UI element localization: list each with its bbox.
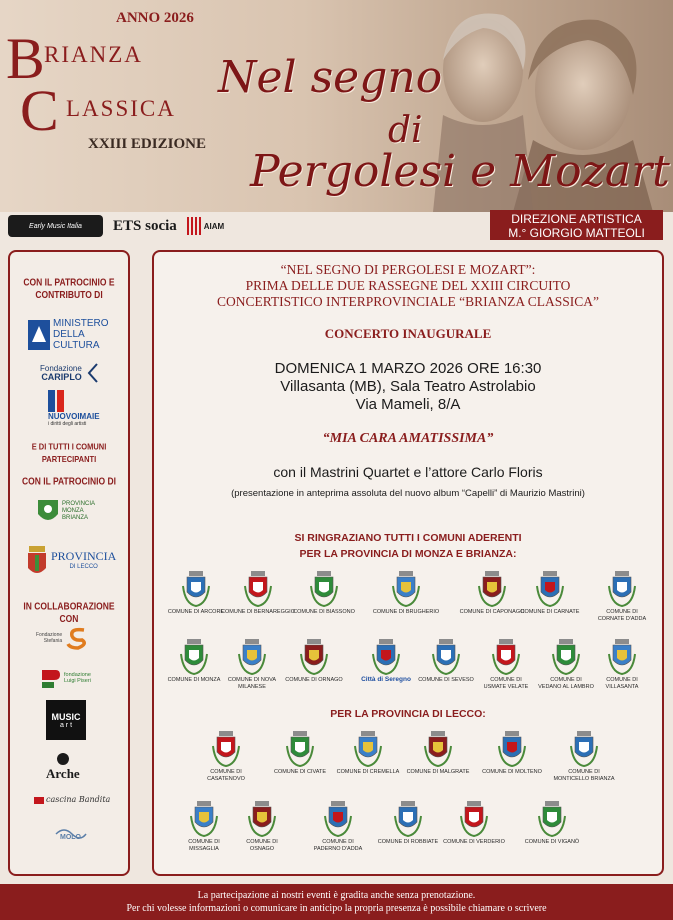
municipality-name: COMUNE DI BERNAREGGIO <box>221 609 295 615</box>
municipality-name: COMUNE DI VILLASANTA <box>605 677 639 690</box>
municipality-name: COMUNE DI PADERNO D'ADDA <box>313 839 363 852</box>
municipality-name: COMUNE DI CIVATE <box>273 769 327 775</box>
crest-icon <box>569 730 599 768</box>
municipality-name: COMUNE DI MALGRATE <box>406 769 470 775</box>
municipality-crest <box>510 570 590 616</box>
provincia-mb-line-2: MONZA <box>62 507 84 514</box>
crest-icon <box>431 638 461 676</box>
piseri-line-1: fondazione <box>64 671 91 678</box>
crest-icon <box>423 730 453 768</box>
crest-icon <box>459 800 489 838</box>
aiam-logo <box>187 217 224 235</box>
molo-logo <box>54 824 88 848</box>
nuovoimaie-icon <box>48 390 64 412</box>
municipality-name: COMUNE DI ROBBIATE <box>377 839 439 845</box>
piseri-icon <box>40 666 62 690</box>
municipality-name: COMUNE DI VIGANÒ <box>524 839 580 845</box>
municipality-name: COMUNE DI MONTICELLO BRIANZA <box>553 769 615 782</box>
provincia-mb-icon <box>36 496 60 526</box>
ministero-line-1: MINISTERO <box>53 318 109 329</box>
crest-icon <box>477 570 507 608</box>
crest-icon <box>491 638 521 676</box>
direction-line-2: M.° GIORGIO MATTEOLI <box>508 226 645 240</box>
stefania-line-1: Fondazione <box>36 632 63 638</box>
municipality-name: COMUNE DI ARCORE <box>167 609 225 615</box>
fondazione-piseri-logo <box>40 666 91 690</box>
crest-icon <box>497 730 527 768</box>
provincia-lc-logo <box>26 546 116 578</box>
event-panel <box>152 250 664 876</box>
crest-icon <box>353 730 383 768</box>
municipality-name: COMUNE DI VEDANO AL LAMBRO <box>538 677 594 690</box>
header-banner <box>0 0 673 212</box>
event-heading-line-3: CONCERTISTICO INTERPROVINCIALE “BRIANZA CLASSICA” <box>216 294 600 309</box>
municipality-crest <box>512 800 592 846</box>
crest-icon <box>393 800 423 838</box>
album-presentation: (presentazione in anteprima assoluta del nuovo album “Capelli” di Maurizio Mastrini) <box>231 488 585 499</box>
crest-icon <box>285 730 315 768</box>
footer-banner <box>0 884 673 920</box>
event-details <box>154 360 662 414</box>
sponsors-sidebar <box>8 250 130 876</box>
crest-icon <box>309 570 339 608</box>
provincia-lc-icon <box>26 546 48 578</box>
lecco-heading: PER LA PROVINCIA DI LECCO: <box>330 708 486 720</box>
municipality-name: COMUNE DI BRUGHERIO <box>372 609 440 615</box>
stefania-line-2: Stefania <box>43 638 63 644</box>
municipality-name: COMUNE DI CORNATE D'ADDA <box>597 609 647 622</box>
municipality-name: COMUNE DI VERDERIO <box>443 839 505 845</box>
event-heading <box>154 262 662 310</box>
concert-title: “MIA CARA AMATISSIMA” <box>322 431 494 446</box>
provincia-lc-line-1: PROVINCIA <box>51 549 117 563</box>
municipality-name: Città di Seregno <box>361 676 411 683</box>
crest-icon <box>299 638 329 676</box>
early-music-logo: Early Music Italia <box>8 215 103 237</box>
event-venue: Villasanta (MB), Sala Teatro Astrolabio <box>280 378 536 395</box>
municipality-name: COMUNE DI CAPONAGO <box>459 609 525 615</box>
molo-label: MOLO <box>60 834 81 841</box>
music-art-logo <box>46 700 86 740</box>
crest-icon <box>243 570 273 608</box>
brand-word-rianza: RIANZA <box>44 42 143 67</box>
municipality-crest <box>284 570 364 616</box>
fondazione-stefania-logo <box>36 626 90 650</box>
sidebar-heading-patrocinio: CON IL PATROCINIO DI <box>22 475 116 487</box>
crest-icon <box>189 800 219 838</box>
music-art-line-1: MUSIC <box>51 711 81 722</box>
aiam-label: AIAM <box>203 221 225 231</box>
crest-icon <box>607 570 637 608</box>
edition-label: XXIII EDIZIONE <box>88 136 206 152</box>
provincia-mb-line-3: BRIANZA <box>62 514 89 521</box>
stefania-icon <box>64 626 90 650</box>
arche-logo <box>46 752 80 782</box>
crest-icon <box>391 570 421 608</box>
crest-icon <box>551 638 581 676</box>
cariplo-line-2: CARIPLO <box>41 372 82 382</box>
direction-line-1: DIREZIONE ARTISTICA <box>511 212 642 226</box>
ministero-line-3: CULTURA <box>53 340 100 351</box>
aiam-bars-icon <box>187 217 201 235</box>
municipality-crest <box>472 730 552 776</box>
municipality-name: COMUNE DI MISSAGLIA <box>188 839 220 852</box>
concert-type: CONCERTO INAUGURALE <box>324 326 492 341</box>
fondazione-cariplo-logo <box>40 362 101 384</box>
thanks-line-1: SI RINGRAZIANO TUTTI I COMUNI ADERENTI <box>294 532 522 544</box>
municipality-name: COMUNE DI MONZA <box>167 677 221 683</box>
sponsor-logo-strip <box>8 214 224 238</box>
performers: con il Mastrini Quartet e l’attore Carlo Floris <box>273 464 543 480</box>
municipality-name: COMUNE DI CREMELLA <box>336 769 400 775</box>
event-date: DOMENICA 1 MARZO 2026 ORE 16:30 <box>274 360 542 377</box>
brand-initial-c: C <box>20 78 59 143</box>
sidebar-heading-patrocinio-contributo: CON IL PATROCINIO E CONTRIBUTO DI <box>23 276 115 301</box>
ministero-line-2: DELLA <box>53 329 85 340</box>
provincia-lc-line-2: DI LECCO <box>69 564 98 570</box>
crest-icon <box>179 638 209 676</box>
cascina-icon <box>34 794 44 804</box>
crest-icon <box>535 570 565 608</box>
municipality-crest <box>366 570 446 616</box>
cascina-label: cascina Bandita <box>46 794 111 804</box>
sidebar-heading-tutti-comuni: E DI TUTTI I COMUNI PARTECIPANTI <box>31 441 107 465</box>
ministero-cultura-logo <box>28 318 109 351</box>
municipality-name: COMUNE DI USMATE VELATE <box>483 677 529 690</box>
municipality-crest <box>582 570 662 622</box>
municipality-crest <box>298 800 378 852</box>
nuovoimaie-subtitle: i diritti degli artisti <box>48 421 87 427</box>
municipality-crest <box>222 800 302 852</box>
municipality-crest <box>434 800 514 846</box>
municipality-name: COMUNE DI ORNAGO <box>285 677 343 683</box>
crest-icon <box>607 638 637 676</box>
municipality-name: COMUNE DI CARNATE <box>520 609 580 615</box>
thanks-line-2: PER LA PROVINCIA DI MONZA E BRIANZA: <box>299 548 517 560</box>
municipality-crest <box>544 730 624 782</box>
arche-label: Arche <box>46 766 80 781</box>
municipality-name: COMUNE DI BIASSONO <box>293 609 355 615</box>
provincia-mb-line-1: PROVINCIA <box>62 500 96 507</box>
crest-icon <box>323 800 353 838</box>
arche-icon <box>53 752 73 766</box>
title-line-3: Pergolesi e Mozart <box>250 146 670 197</box>
municipality-name: COMUNE DI MOLTENO <box>482 769 542 775</box>
municipality-crest <box>398 730 478 776</box>
municipality-name: COMUNE DI CASATENOVO <box>207 769 245 782</box>
cariplo-icon <box>85 362 101 384</box>
municipality-crest <box>186 730 266 782</box>
crest-icon <box>237 638 267 676</box>
cariplo-line-1: Fondazione <box>40 364 82 373</box>
provincia-mb-logo <box>36 496 95 526</box>
cascina-bandita-logo <box>34 794 110 804</box>
municipality-crest <box>328 730 408 776</box>
title-line-2: di <box>388 110 423 151</box>
crest-icon <box>247 800 277 838</box>
crest-icon <box>181 570 211 608</box>
event-address: Via Mameli, 8/A <box>355 396 461 413</box>
municipality-crest <box>274 638 354 684</box>
nuovoimaie-label: NUOVOIMAIE <box>48 412 100 421</box>
nuovoimaie-logo <box>48 390 100 427</box>
crest-icon <box>211 730 241 768</box>
piseri-line-2: Luigi Piseri <box>64 678 91 684</box>
crest-icon <box>371 638 401 676</box>
footer-line-2: Per chi volesse informazioni o comunicare in anticipo la propria presenza è possibile chiamare o scrivere <box>126 903 547 914</box>
artistic-direction-banner <box>490 210 663 240</box>
edition-year: ANNO 2026 <box>116 10 194 26</box>
sidebar-heading-collaborazione: IN COLLABORAZIONE CON <box>23 600 115 625</box>
municipality-name: COMUNE DI OSNAGO <box>246 839 278 852</box>
municipality-name: COMUNE DI NOVA MILANESE <box>227 677 277 690</box>
crest-icon <box>537 800 567 838</box>
thanks-heading <box>154 530 662 562</box>
event-heading-line-2: PRIMA DELLE DUE RASSEGNE DEL XXIII CIRCUITO <box>245 278 571 293</box>
music-art-line-2: a r t <box>59 721 73 729</box>
mic-icon <box>28 320 50 350</box>
municipality-name: COMUNE DI SEVESO <box>418 677 474 683</box>
ets-socia-label: ETS socia <box>113 217 177 234</box>
title-line-1: Nel segno <box>218 52 443 103</box>
footer-line-1: La partecipazione ai nostri eventi è gradita anche senza prenotazione. <box>197 890 476 901</box>
brand-word-lassica: LASSICA <box>66 96 176 121</box>
event-heading-line-1: “NEL SEGNO DI PERGOLESI E MOZART”: <box>280 262 536 277</box>
brand-initial-b: B <box>6 26 45 91</box>
municipality-crest <box>582 638 662 690</box>
